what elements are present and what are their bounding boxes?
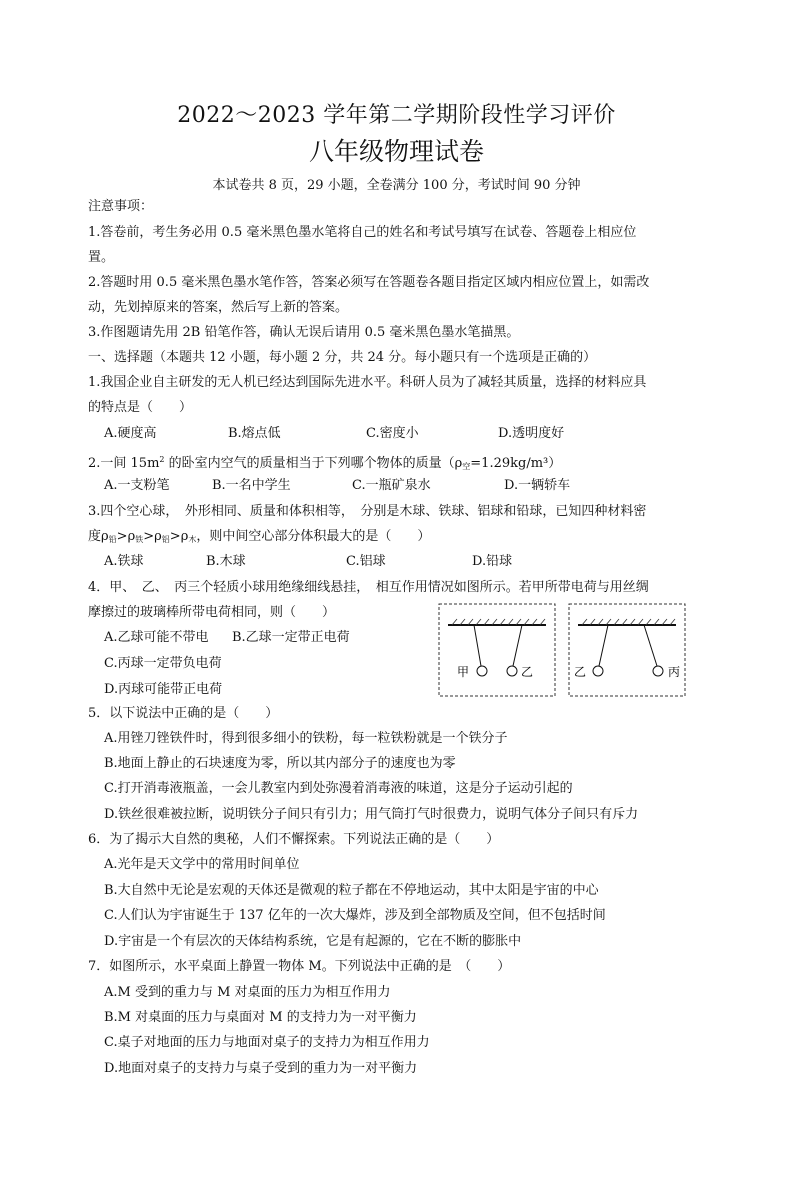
q6-option-b: B.大自然中无论是宏观的天体还是微观的粒子都在不停地运动，其中太阳是宇宙的中心 [104,883,599,898]
q2-stem [88,451,561,476]
q7-option-c: C.桌子对地面的压力与地面对桌子的支持力为相互作用力 [104,1035,430,1050]
label-jia: 甲 [457,665,470,679]
note-2-line-b: 动，先划掉原来的答案，然后写上新的答案。 [88,300,349,315]
thread-bing [644,625,657,666]
q3-du: 度 [88,529,102,544]
exam-title-line1: 2022～2023 学年第二学期阶段性学习评价 [177,103,616,128]
note-1-line-a: 1.答卷前，考生务必用 0.5 毫米黑色墨水笔将自己的姓名和考试号填写在试卷、答题卷上相应位 [88,225,637,240]
q6-stem: 6．为了揭示大自然的奥秘，人们不懈探索。下列说法正确的是（ ） [88,832,500,847]
q7-option-b: B.M 对桌面的压力与桌面对 M 的支持力为一对平衡力 [104,1010,417,1025]
label-bing: 丙 [668,665,681,679]
q7-stem: 7．如图所示，水平桌面上静置一物体 M。下列说法中正确的是 （ ） [88,959,511,974]
q2-stem-sub: 空 [462,462,471,471]
q2-stem-mid: 的卧室内空气的质量相当于下列哪个物体的质量（ρ [164,456,463,471]
figure-frame [439,604,555,696]
rho-symbol-1: ρ [101,529,109,544]
figure-frame [569,604,685,696]
q5-option-d: D.铁丝很难被拉断，说明铁分子间只有引力；用气筒打气时很费力，说明气体分子间只有斥力 [104,807,639,822]
thread-yi [599,625,608,666]
ball-yi [507,666,517,676]
rho-sub-aluminum: 铝 [161,535,170,544]
q4-option-c: C.丙球一定带负电荷 [104,656,222,671]
q4-stem-a: 4．甲、 乙、 丙三个轻质小球用绝缘细线悬挂， 相互作用情况如图所示。若甲所带电荷与用丝绸 [88,580,649,595]
gt-sign-2: > [143,529,155,544]
q6-option-c: C.人们认为宇宙诞生于 137 亿年的一次大爆炸，涉及到全部物质及空间，但不包括时间 [104,908,606,923]
q1-option-b: B.熔点低 [228,426,281,441]
rho-symbol-2: ρ [127,529,136,544]
thread-yi [513,625,522,666]
q1-stem-b: 的特点是（ ） [88,400,193,415]
q6-option-d: D.宇宙是一个有层次的天体结构系统，它是有起源的，它在不断的膨胀中 [104,934,522,949]
thread-jia [474,625,481,666]
section1-heading: 一、选择题（本题共 12 小题，每小题 2 分，共 24 分。每小题只有一个选项是正确的） [88,350,597,365]
q3-option-a: A.铁球 [104,554,144,569]
q2-stem-post: =1.29kg/m³） [470,456,562,471]
q1-option-a: A.硬度高 [104,426,157,441]
q6-option-a: A.光年是天文学中的常用时间单位 [104,857,300,872]
q4-option-b: B.乙球一定带正电荷 [232,630,350,645]
exam-subtitle: 本试卷共 8 页，29 小题，全卷满分 100 分，考试时间 90 分钟 [212,178,581,193]
rho-sub-wood: 木 [188,535,197,544]
rho-symbol-4: ρ [180,529,189,544]
q1-option-d: D.透明度好 [498,426,565,441]
q2-stem-pre: 2.一间 15m [88,456,160,471]
q4-option-d: D.丙球可能带正电荷 [104,682,223,697]
q5-option-a: A.用锉刀锉铁件时，得到很多细小的铁粉，每一粒铁粉就是一个铁分子 [104,731,508,746]
rho-sub-iron: 铁 [135,535,144,544]
q7-option-d: D.地面对桌子的支持力与桌子受到的重力为一对平衡力 [104,1061,418,1076]
q1-option-c: C.密度小 [366,426,419,441]
gt-sign-3: > [169,529,181,544]
ball-yi [593,666,603,676]
q4-figure-left [438,603,556,697]
rho-symbol-3: ρ [154,529,162,544]
q2-option-a: A.一支粉笔 [104,478,170,493]
q5-option-c: C.打开消毒液瓶盖，一会儿教室内到处弥漫着消毒液的味道，这是分子运动引起的 [104,781,573,796]
q2-stem-sup: 2 [159,455,165,464]
q3-option-b: B.木球 [206,554,246,569]
q7-option-a: A.M 受到的重力与 M 对桌面的压力为相互作用力 [104,985,391,1000]
q4-option-a: A.乙球可能不带电 [104,630,209,645]
q4-stem-b: 摩擦过的玻璃棒所带电荷相同，则（ ） [88,605,336,620]
notes-heading: 注意事项： [88,199,154,214]
q2-option-c: C.一瓶矿泉水 [352,478,431,493]
gt-sign-1: > [116,529,128,544]
label-yi: 乙 [574,665,587,679]
note-3: 3.作图题请先用 2B 铅笔作答，确认无误后请用 0.5 毫米黑色墨水笔描黑。 [88,325,520,340]
ball-bing [653,666,663,676]
q3-stem-a: 3.四个空心球， 外形相同、质量和体积相等， 分别是木球、铁球、铝球和铅球，已知四种材料密 [88,504,647,519]
q2-option-d: D.一辆轿车 [504,478,571,493]
label-yi: 乙 [521,665,534,679]
q3-option-d: D.铅球 [472,554,513,569]
q5-stem: 5．以下说法中正确的是（ ） [88,706,279,721]
q4-figure-right [568,603,686,697]
q2-option-b: B.一名中学生 [212,478,291,493]
note-2-line-a: 2.答题时用 0.5 毫米黑色墨水笔作答，答案必须写在答题卷各题目指定区域内相应位置上，如需改 [88,275,650,290]
ball-jia [477,666,487,676]
note-1-line-b: 置。 [88,250,115,265]
q1-stem-a: 1.我国企业自主研发的无人机已经达到国际先进水平。科研人员为了减轻其质量，选择的材料应具 [88,375,647,390]
q5-option-b: B.地面上静止的石块速度为零，所以其内部分子的速度也为零 [104,756,456,771]
exam-title-line2: 八年级物理试卷 [308,137,484,166]
rho-sub-lead: 铅 [108,535,117,544]
q3-stem-b-end: ，则中间空心部分体积最大的是（ ） [196,529,431,544]
q3-option-c: C.铝球 [346,554,386,569]
q3-stem-b [88,528,430,549]
